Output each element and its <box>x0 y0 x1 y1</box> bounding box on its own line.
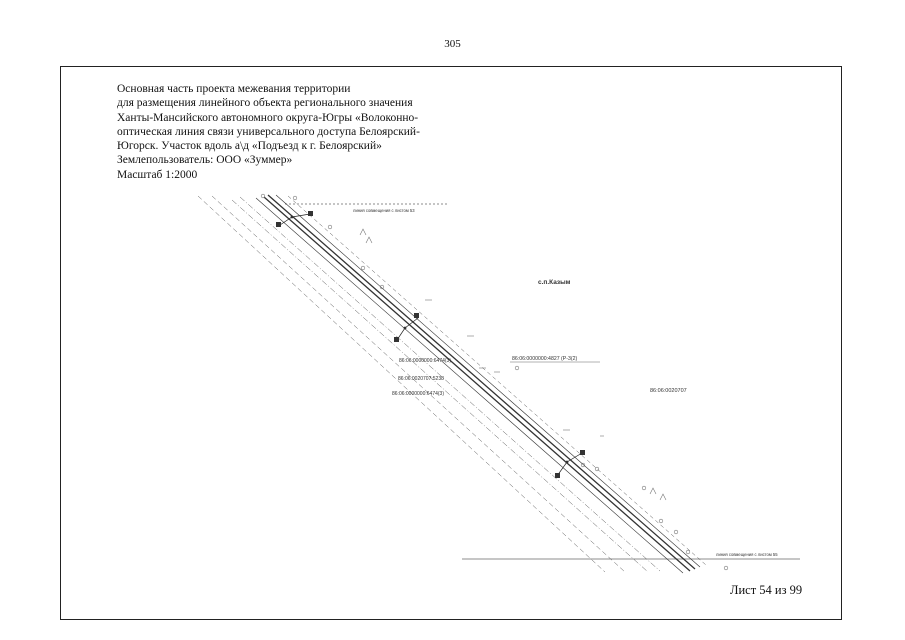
match-line-bottom-label: линия совмещения с листом 55 <box>716 552 778 557</box>
marker <box>276 222 281 227</box>
marker <box>414 313 419 318</box>
sheet-label: Лист 54 из 99 <box>730 583 803 597</box>
parcel-label-3: 86:06:0000000:6474(3) <box>399 358 451 364</box>
parcel-label-4: 86:06:0020707:5238 <box>398 376 444 382</box>
marker <box>555 473 560 478</box>
settlement-label: с.п.Казым <box>538 279 571 286</box>
title-line-5: Югорск. Участок вдоль а\д «Подъезд к г. Белоярский» <box>117 140 382 153</box>
title-line-1: Основная часть проекта межевания территории <box>117 83 351 95</box>
marker <box>308 211 313 216</box>
title-line-2: для размещения линейного объекта регионального значения <box>117 97 413 110</box>
match-line-top-label: линия совмещения с листом 53 <box>353 208 415 213</box>
boundary-lines <box>198 196 706 572</box>
title-line-4: оптическая линия связи универсального доступа Белоярский- <box>117 125 420 138</box>
marker <box>580 450 585 455</box>
land-user-line: Землепользователь: ООО «Зуммер» <box>117 154 293 167</box>
road-corridor <box>256 195 700 573</box>
parcel-label-1: 86:06:0000000:4827 (Р-3(2) <box>512 356 578 362</box>
page-number: 305 <box>444 38 461 50</box>
parcel-label-5: 86:06:0000000:6474(3) <box>392 391 444 397</box>
marker <box>394 337 399 342</box>
parcel-label-2: 86:06:0020707 <box>650 388 687 394</box>
title-line-3: Ханты-Мансийского автономного округа-Югры «Волоконно- <box>117 111 419 124</box>
scale-line: Масштаб 1:2000 <box>117 168 198 181</box>
